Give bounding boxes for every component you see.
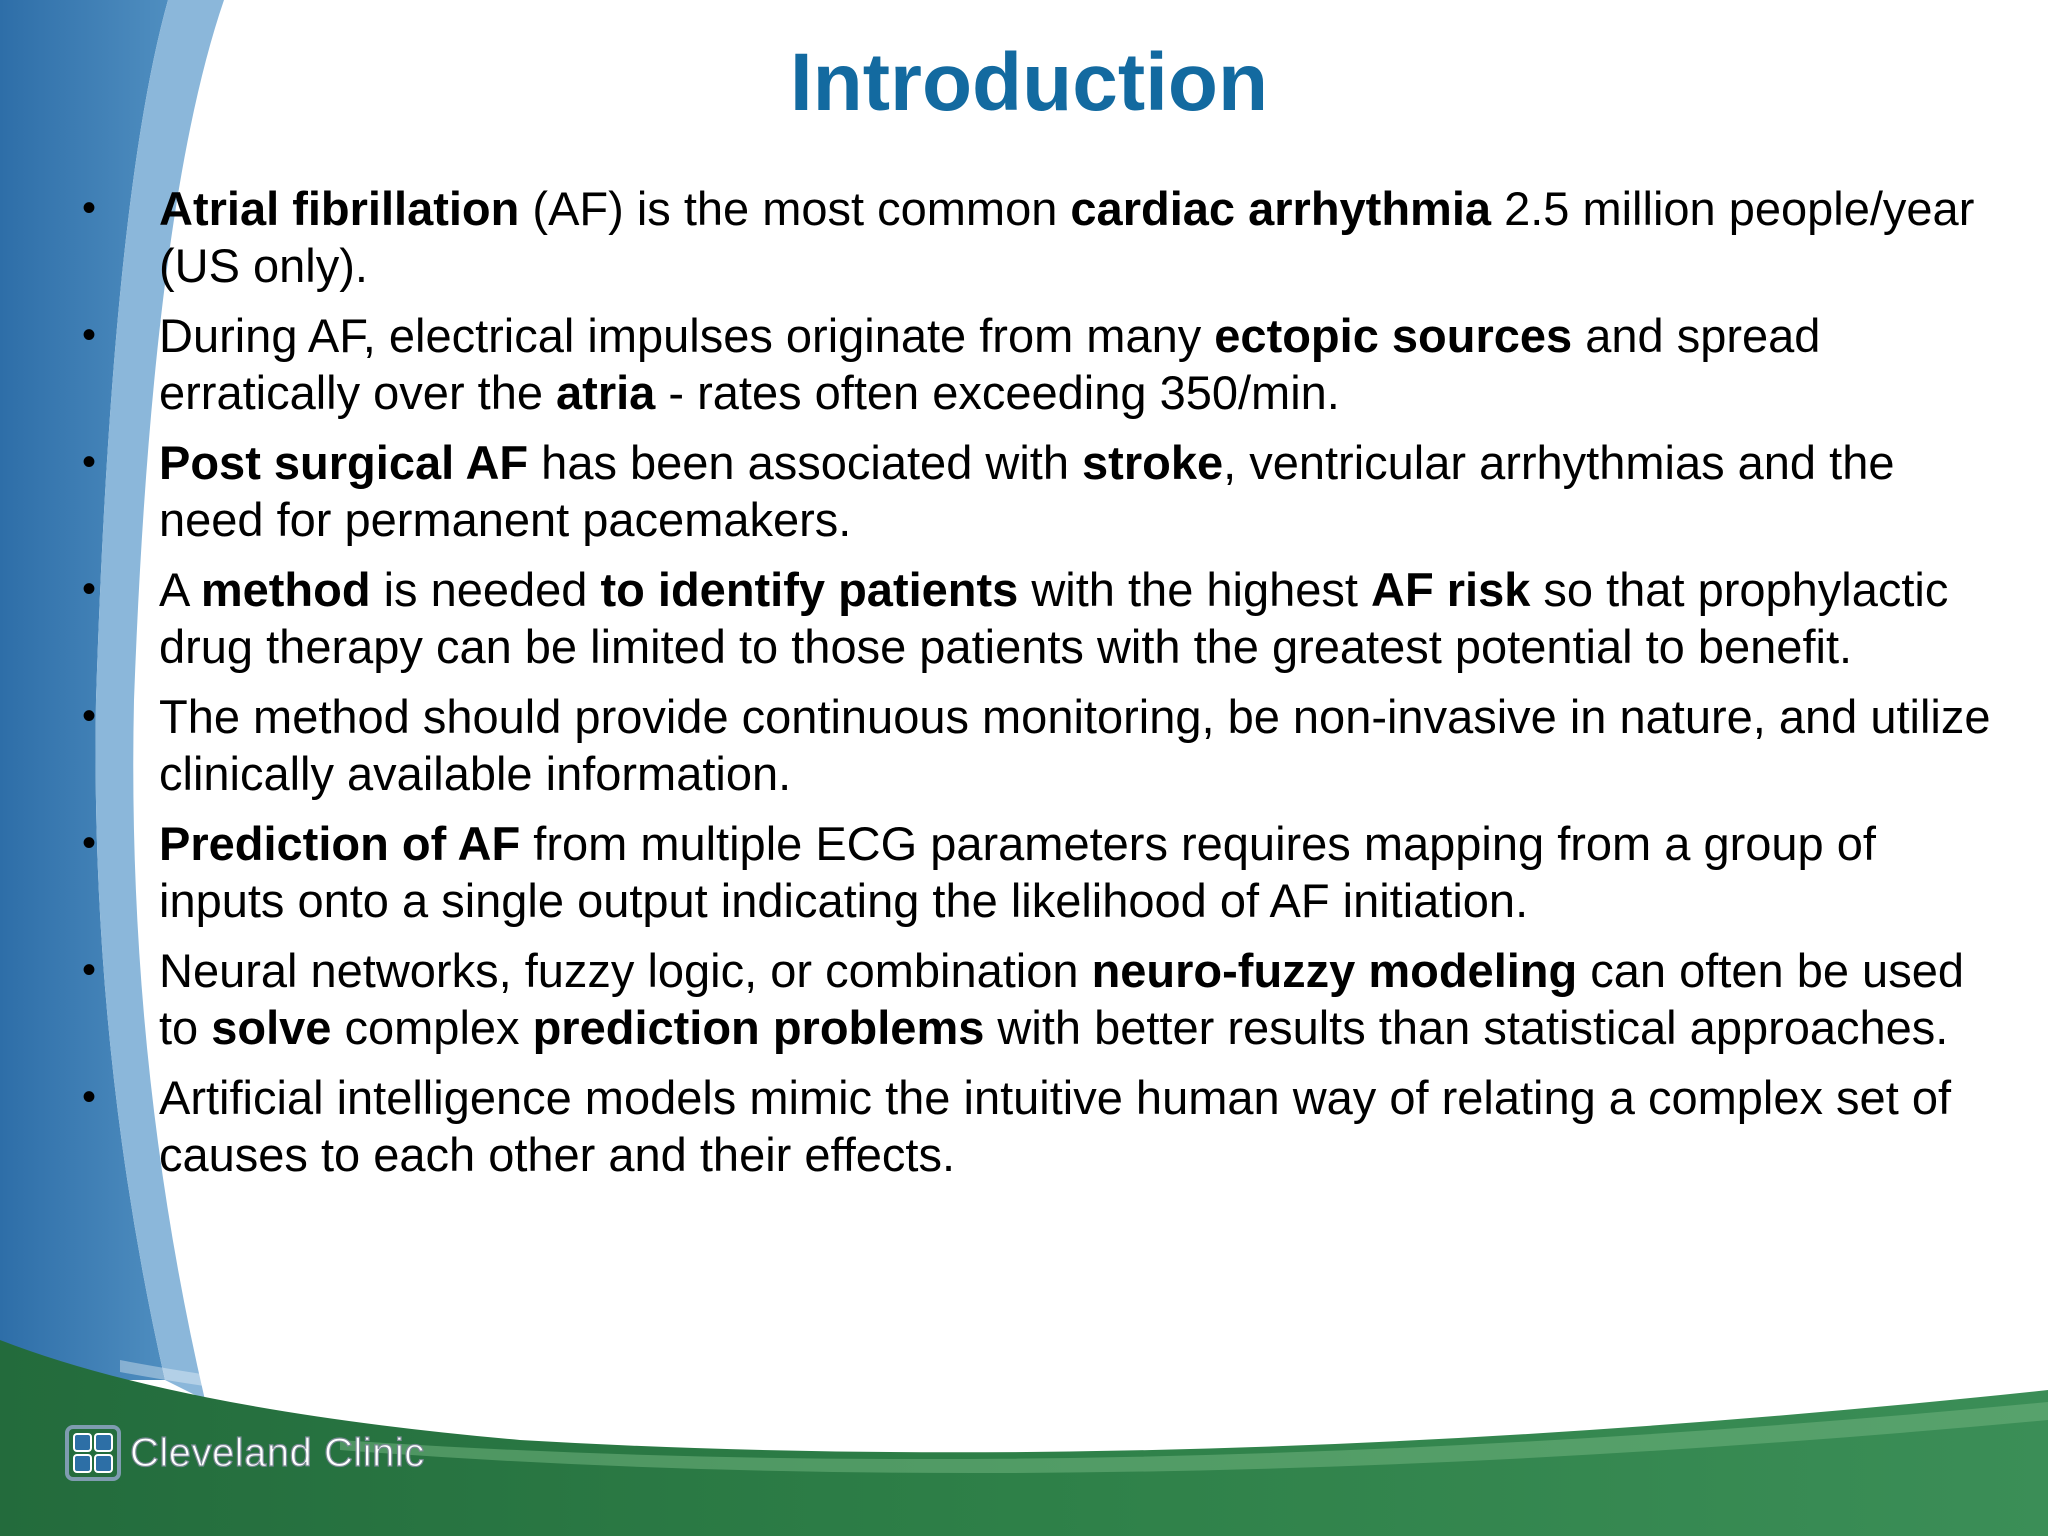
bullet-bold-text: atria	[556, 366, 656, 419]
slide-title: Introduction	[789, 37, 1269, 128]
bullet-bold-text: cardiac arrhythmia	[1070, 182, 1492, 235]
bullet-text: (AF) is the most common	[519, 182, 1071, 235]
bullet-marker: •	[82, 948, 97, 992]
bullet-text: 2.5 million people/year (US only).	[159, 182, 1975, 292]
bullet-text: has been associated with	[528, 436, 1083, 489]
bullet-item	[82, 815, 2012, 929]
cleveland-clinic-logo	[64, 1424, 425, 1482]
bullet-text: with better results than statistical approaches.	[984, 1001, 1949, 1054]
bullet-bold-text: to identify patients	[600, 563, 1019, 616]
bullet-bold-text: prediction problems	[532, 1001, 985, 1054]
bullet-bold-text: solve	[211, 1001, 332, 1054]
bullet-text: A	[159, 563, 201, 616]
bullet-bold-text: method	[200, 563, 371, 616]
bullet-text: and spread erratically over the	[159, 309, 1821, 419]
bullet-marker: •	[82, 694, 97, 738]
bullet-text: Artificial intelligence models mimic the intuitive human way of relating a complex set of causes to each other and their effects.	[159, 1071, 1952, 1181]
bullet-bold-text: ectopic sources	[1214, 309, 1573, 362]
bullet-item	[82, 1069, 2012, 1183]
bullet-text: , ventricular arrhythmias and the need for permanent pacemakers.	[159, 436, 1895, 546]
bullet-text: so that prophylactic drug therapy can be limited to those patients with the greatest potential to benefit.	[159, 563, 1949, 673]
bullet-item	[82, 942, 2012, 1056]
bullet-marker: •	[82, 186, 97, 230]
bullet-bold-text: stroke	[1082, 436, 1224, 489]
bullet-text: can often be used to	[159, 944, 1964, 1054]
bullet-bold-text: Prediction of AF	[159, 817, 521, 870]
bullet-bold-text: AF risk	[1371, 563, 1531, 616]
bullet-marker: •	[82, 313, 97, 357]
bullet-list	[82, 180, 2012, 1196]
bullet-marker: •	[82, 440, 97, 484]
bullet-text: - rates often exceeding 350/min.	[655, 366, 1340, 419]
bullet-bold-text: neuro-fuzzy modeling	[1091, 944, 1578, 997]
bullet-marker: •	[82, 1075, 97, 1119]
bullet-bold-text: Post surgical AF	[159, 436, 529, 489]
bullet-item	[82, 434, 2012, 548]
bullet-text: The method should provide continuous monitoring, be non-invasive in nature, and utilize clinically available information.	[159, 690, 1991, 800]
bullet-bold-text: Atrial fibrillation	[159, 182, 520, 235]
bullet-text: complex	[331, 1001, 533, 1054]
bullet-item	[82, 688, 2012, 802]
bullet-marker: •	[82, 821, 97, 865]
bullet-text: During AF, electrical impulses originate from many	[159, 309, 1215, 362]
bullet-text: is needed	[370, 563, 601, 616]
bullet-item	[82, 561, 2012, 675]
bullet-marker: •	[82, 567, 97, 611]
bullet-text: Neural networks, fuzzy logic, or combination	[159, 944, 1092, 997]
logo-text: Cleveland Clinic	[130, 1430, 425, 1475]
bullet-text: with the highest	[1018, 563, 1372, 616]
bullet-item	[82, 307, 2012, 421]
cleveland-clinic-logo-icon	[64, 1424, 122, 1482]
bullet-item	[82, 180, 2012, 294]
bullet-text: from multiple ECG parameters requires mapping from a group of inputs onto a single output indicating the likelihood of AF initiation.	[159, 817, 1876, 927]
